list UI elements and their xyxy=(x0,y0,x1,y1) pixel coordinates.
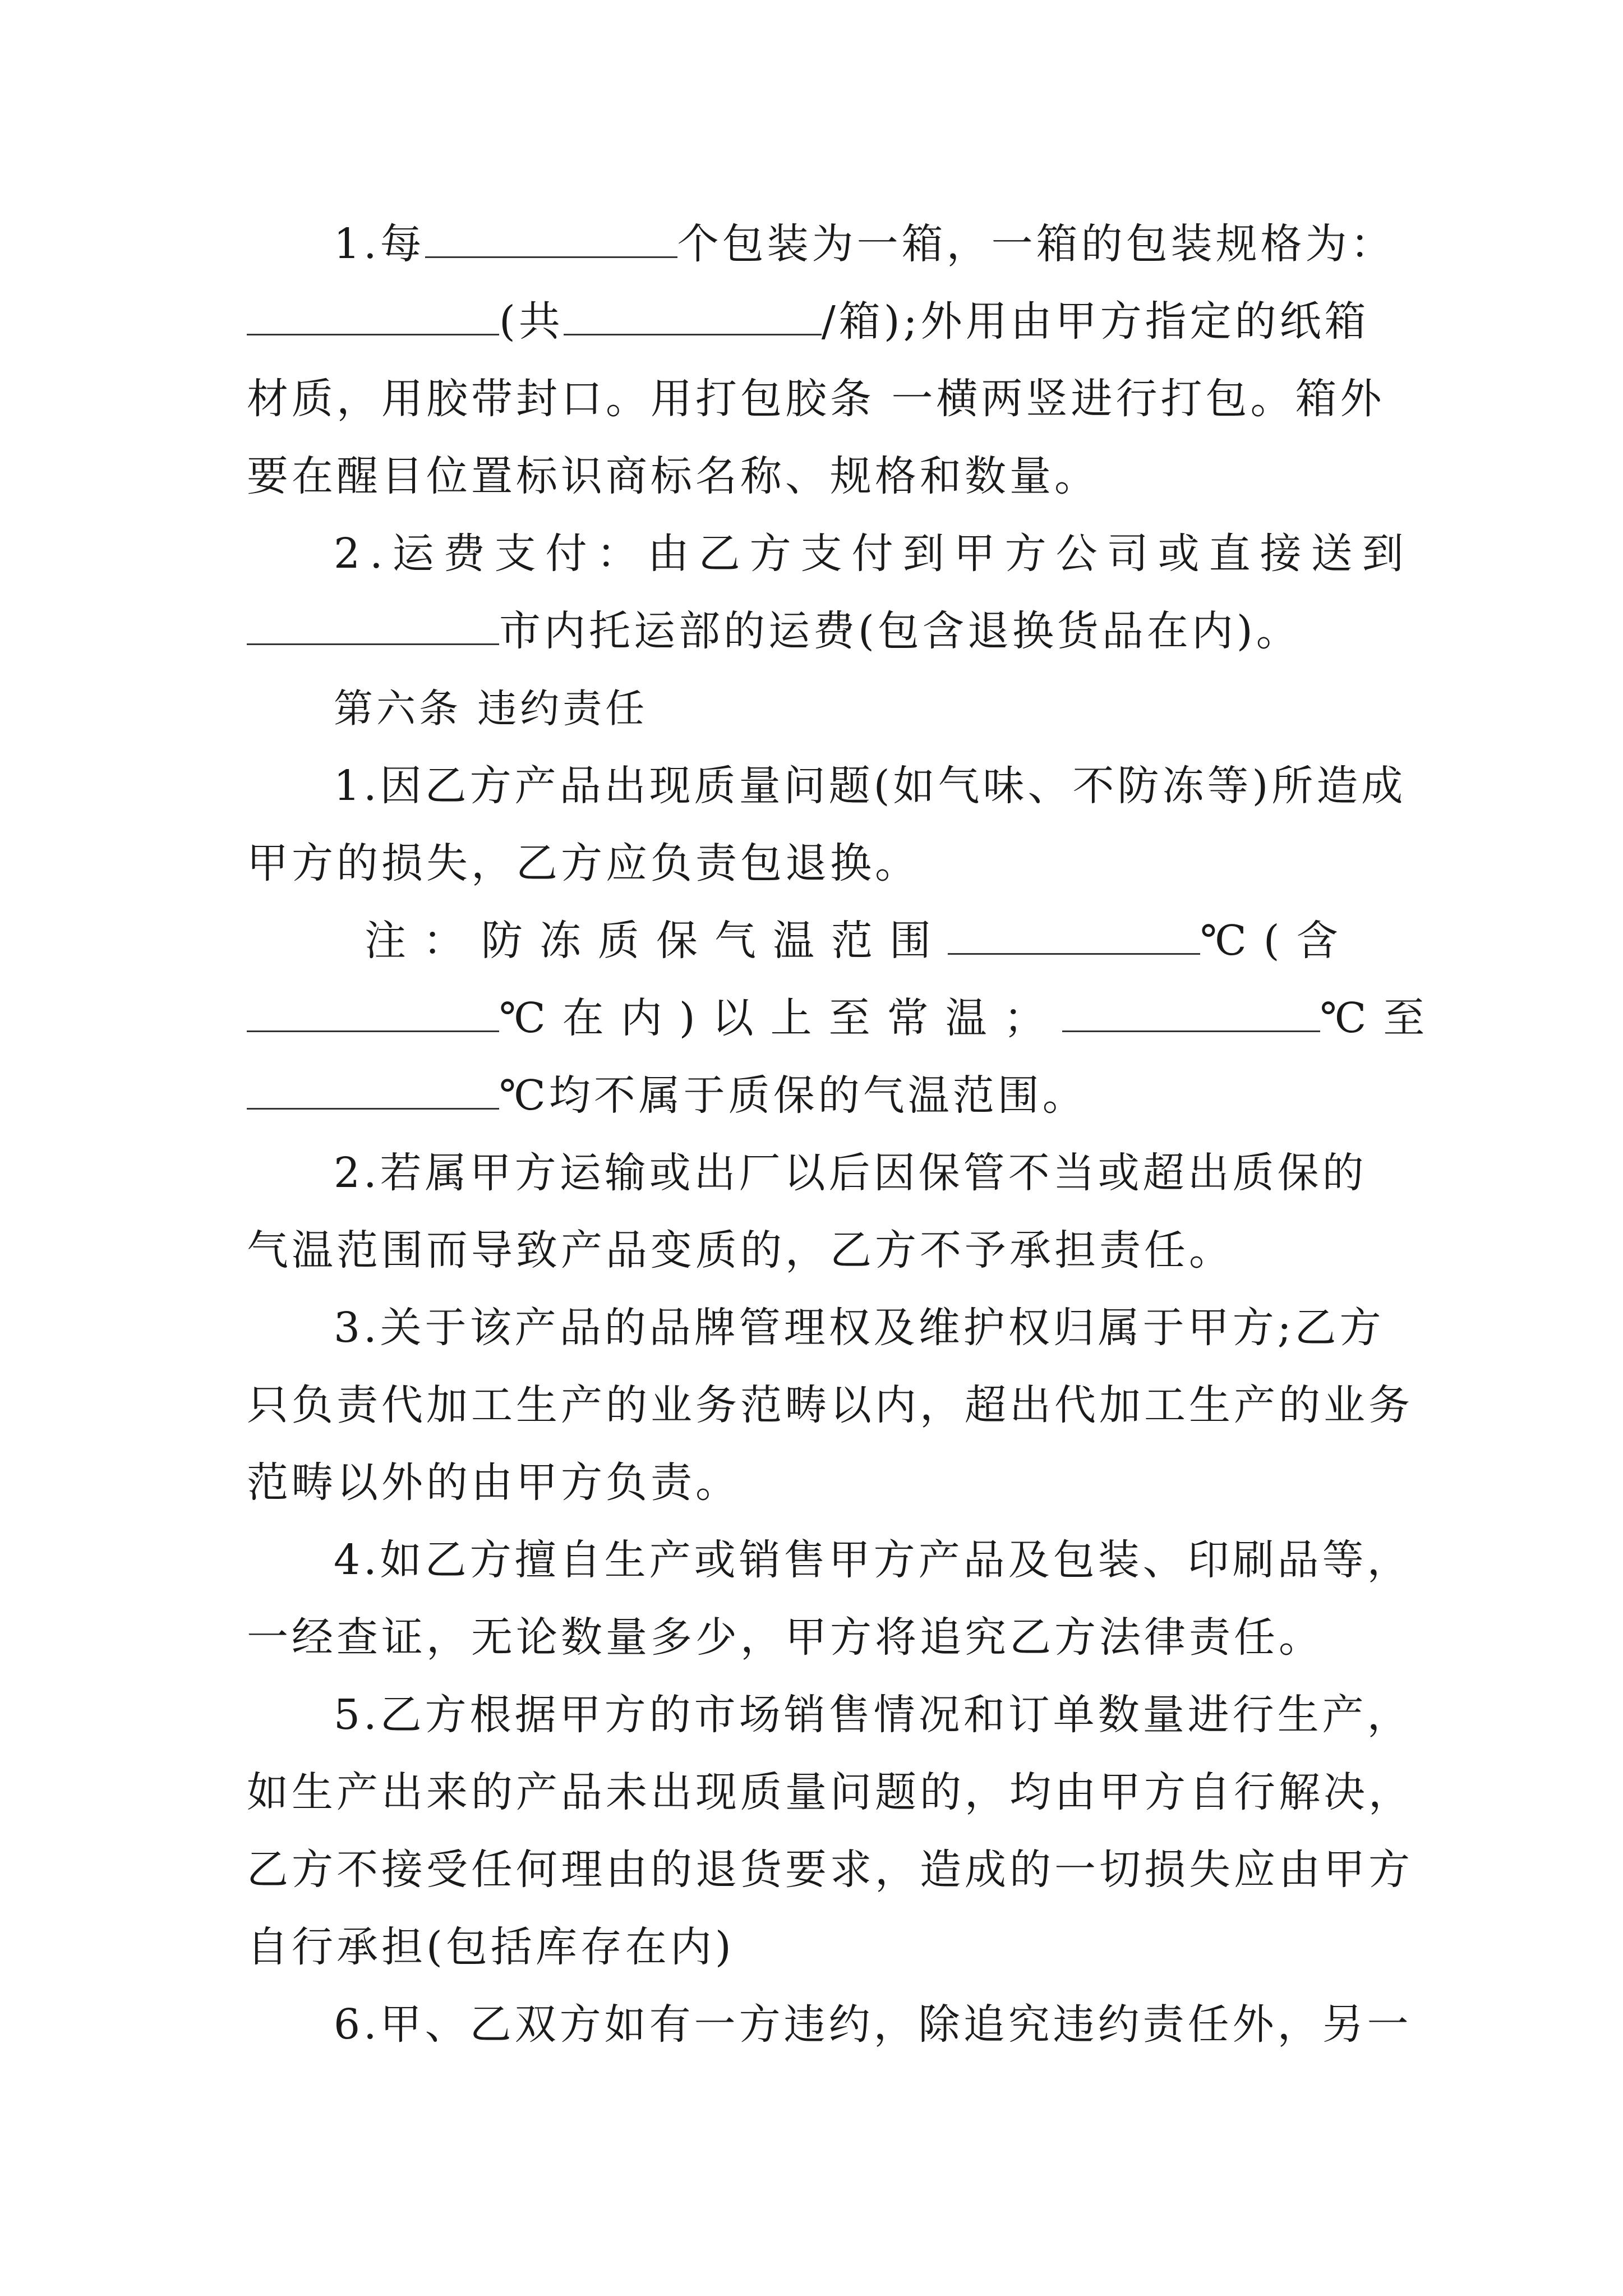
liability-clause-5-line-1: 5.乙方根据甲方的市场销售情况和订单数量进行生产， xyxy=(334,1691,1412,1739)
liability-clause-4-line-1: 4.如乙方擅自生产或销售甲方产品及包装、印刷品等， xyxy=(334,1536,1412,1584)
liability-clause-5-line-2: 如生产出来的产品未出现质量问题的，均由甲方自行解决， xyxy=(247,1768,1413,1816)
fill-in-blank xyxy=(564,300,822,335)
note-text: ℃在内)以上至常温； xyxy=(499,994,1062,1042)
fill-in-blank xyxy=(247,610,499,645)
freight-clause-line-1: 2.运费支付：由乙方支付到甲方公司或直接送到 xyxy=(334,530,1413,578)
packaging-clause-line-3: 材质，用胶带封口。用打包胶条 一横两竖进行打包。箱外 xyxy=(247,375,1385,423)
note-text: 注：防冻质保气温范围 xyxy=(365,917,948,965)
fill-in-blank xyxy=(948,919,1200,955)
note-text: ℃均不属于质保的气温范围。 xyxy=(499,1071,1087,1120)
packaging-clause-line-1 xyxy=(334,213,1395,275)
note-text: ℃(含 xyxy=(1200,917,1355,965)
fill-in-blank xyxy=(247,997,499,1032)
fill-in-blank xyxy=(1062,997,1320,1032)
clause-text: /箱);外用由甲方指定的纸箱 xyxy=(821,297,1370,346)
clause-text: (共 xyxy=(499,297,564,346)
liability-clause-2-line-1: 2.若属甲方运输或出厂以后因保管不当或超出质保的 xyxy=(334,1149,1367,1197)
liability-clause-5-line-4: 自行承担(包括库存在内) xyxy=(247,1923,735,1971)
liability-clause-3-line-1: 3.关于该产品的品牌管理权及维护权归属于甲方;乙方 xyxy=(334,1304,1385,1352)
liability-clause-3-line-2: 只负责代加工生产的业务范畴以内，超出代加工生产的业务 xyxy=(247,1381,1413,1429)
note-text: ℃至 xyxy=(1320,994,1442,1042)
liability-clause-6-line-1: 6.甲、乙双方如有一方违约，除追究违约责任外，另一 xyxy=(334,2000,1412,2049)
freight-clause-line-2 xyxy=(247,600,1301,662)
note-line-3 xyxy=(247,1065,1087,1126)
clause-text: 1.每 xyxy=(334,220,425,268)
liability-clause-1-line-2: 甲方的损失，乙方应负责包退换。 xyxy=(247,839,920,887)
clause-text: 市内托运部的运费(包含退换货品在内)。 xyxy=(499,607,1301,655)
note-line-2 xyxy=(247,987,1441,1049)
liability-clause-3-line-3: 范畴以外的由甲方负责。 xyxy=(247,1458,740,1507)
fill-in-blank xyxy=(247,300,499,335)
clause-text: 个包装为一箱，一箱的包装规格为： xyxy=(677,220,1395,268)
packaging-clause-line-2 xyxy=(247,291,1370,352)
article-heading: 第六条 违约责任 xyxy=(334,685,648,731)
packaging-clause-line-4: 要在醒目位置标识商标名称、规格和数量。 xyxy=(247,452,1099,500)
liability-clause-5-line-3: 乙方不接受任何理由的退货要求，造成的一切损失应由甲方 xyxy=(247,1846,1413,1894)
fill-in-blank xyxy=(425,223,677,258)
liability-clause-4-line-2: 一经查证，无论数量多少，甲方将追究乙方法律责任。 xyxy=(247,1613,1324,1662)
liability-clause-2-line-2: 气温范围而导致产品变质的，乙方不予承担责任。 xyxy=(247,1226,1234,1274)
note-line-1 xyxy=(365,910,1355,972)
liability-clause-1-line-1: 1.因乙方产品出现质量问题(如气味、不防冻等)所造成 xyxy=(334,762,1407,810)
fill-in-blank xyxy=(247,1074,499,1110)
